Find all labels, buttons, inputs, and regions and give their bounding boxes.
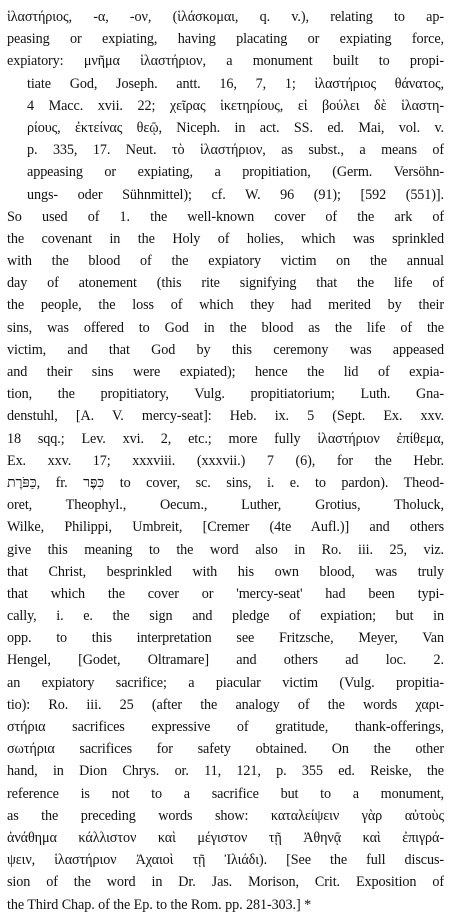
entry-line: day of atonement (this rite signifying that the life of xyxy=(7,275,444,292)
entry-line: expiatory: μνῆμα ἱλαστήριον, a monument built to propi- xyxy=(7,53,444,70)
entry-line: σωτήρια sacrifices for safety obtained. On the other xyxy=(7,741,444,758)
entry-line: ψειν, ἱλαστήριον Ἀχαιοὶ τῇ Ἰλιάδι). [See the full discus- xyxy=(7,852,444,869)
entry-line: 18 sqq.; Lev. xvi. 2, etc.; more fully ἱλαστήριον ἐπίθεμα, xyxy=(7,430,444,447)
entry-line: with the blood of the expiatory victim on the annual xyxy=(7,253,444,270)
entry-line: the covenant in the Holy of holies, which was sprinkled xyxy=(7,230,444,247)
entry-line: an expiatory sacrifice; a piacular victim (Vulg. propitia- xyxy=(7,674,444,691)
entry-line: and their sins were expiated); hence the lid of expia- xyxy=(7,364,444,380)
entry-line: tiate God, Joseph. antt. 16, 7, 1; ἱλαστήριος θάνατος, xyxy=(27,75,444,92)
entry-line: Hengel, [Godet, Oltramare] and others ad loc. 2. xyxy=(7,652,444,669)
entry-line: sion of the word in Dr. Jas. Morison, Crit. Exposition of xyxy=(7,874,444,891)
entry-line: ungs- oder Sühnmittel); cf. W. 96 (91); [592 (551)]. xyxy=(27,186,444,203)
entry-line: So used of 1. the well-known cover of the ark of xyxy=(7,208,444,225)
entry-line: ἀνάθημα κάλλιστον καὶ μέγιστον τῇ Ἀθηνᾷ καὶ ἐπιγρά- xyxy=(7,829,444,846)
entry-line: that Christ, besprinkled with his own blood, was truly xyxy=(7,563,444,580)
entry-line: appeasing or expiating, a propitiation, (Germ. Versöhn- xyxy=(27,164,444,181)
entry-line: give this meaning to the word also in Ro. iii. 25, viz. xyxy=(7,541,444,558)
lexicon-entry xyxy=(7,6,444,916)
entry-line: Wilke, Philippi, Umbreit, [Cremer (4te Aufl.)] and others xyxy=(7,519,444,536)
entry-line: peasing or expiating, having placating or expiating force, xyxy=(7,31,444,48)
entry-line: כַּפֹּרֶת, fr. כִּפֶּר to cover, sc. sins, i. e. to pardon). Theod- xyxy=(7,474,444,491)
entry-line: p. 335, 17. Neut. τὸ ἱλαστήριον, as subst., a means of xyxy=(27,142,444,159)
entry-line: tio): Ro. iii. 25 (after the analogy of the words χαρι- xyxy=(7,696,444,713)
entry-line: 4 Macc. xvii. 22; χεῖρας ἱκετηρίους, εἰ βούλει δὲ ἱλαστη- xyxy=(27,97,444,114)
entry-line: the Third Chap. of the Ep. to the Rom. pp. 281-303.] * xyxy=(7,896,312,913)
entry-line: oret, Theophyl., Oecum., Luther, Grotius, Tholuck, xyxy=(7,497,444,514)
entry-line: the people, the loss of which they had merited by their xyxy=(7,297,444,314)
entry-line: tion, the propitiatory, Vulg. propitiatorium; Luth. Gna- xyxy=(7,386,444,403)
entry-line: reference is not to a sacrifice but to a monument, xyxy=(7,785,444,802)
entry-line: sins, was offered to God in the blood as the life of the xyxy=(7,319,444,336)
entry-line: cally, i. e. the sign and pledge of expiation; but in xyxy=(7,608,444,625)
entry-line: denstuhl, [A. V. mercy-seat]: Heb. ix. 5 (Sept. Ex. xxv. xyxy=(7,408,444,425)
entry-line: opp. to this interpretation see Fritzsche, Meyer, Van xyxy=(7,630,444,647)
entry-line: στήρια sacrifices expressive of gratitude, thank-offerings, xyxy=(7,719,444,735)
entry-line: that which the cover or 'mercy-seat' had been typi- xyxy=(7,585,444,602)
entry-line: Ex. xxv. 17; xxxviii. (xxxvii.) 7 (6), for the Hebr. xyxy=(7,452,444,469)
entry-line: hand, in Dion Chrys. or. 11, 121, p. 355 ed. Reiske, the xyxy=(7,763,444,780)
entry-line: ρίους, ἐκτείνας θεῷ, Niceph. in act. SS. ed. Mai, vol. v. xyxy=(27,119,444,136)
entry-line: ἱλαστήριος, -α, -ον, (ἱλάσκομαι, q. v.), relating to ap- xyxy=(7,9,444,25)
entry-line: victim, and that God by this ceremony was appeased xyxy=(7,341,444,358)
entry-line: as the preceding words show: καταλείψειν γὰρ αὐτοὺς xyxy=(7,807,444,824)
